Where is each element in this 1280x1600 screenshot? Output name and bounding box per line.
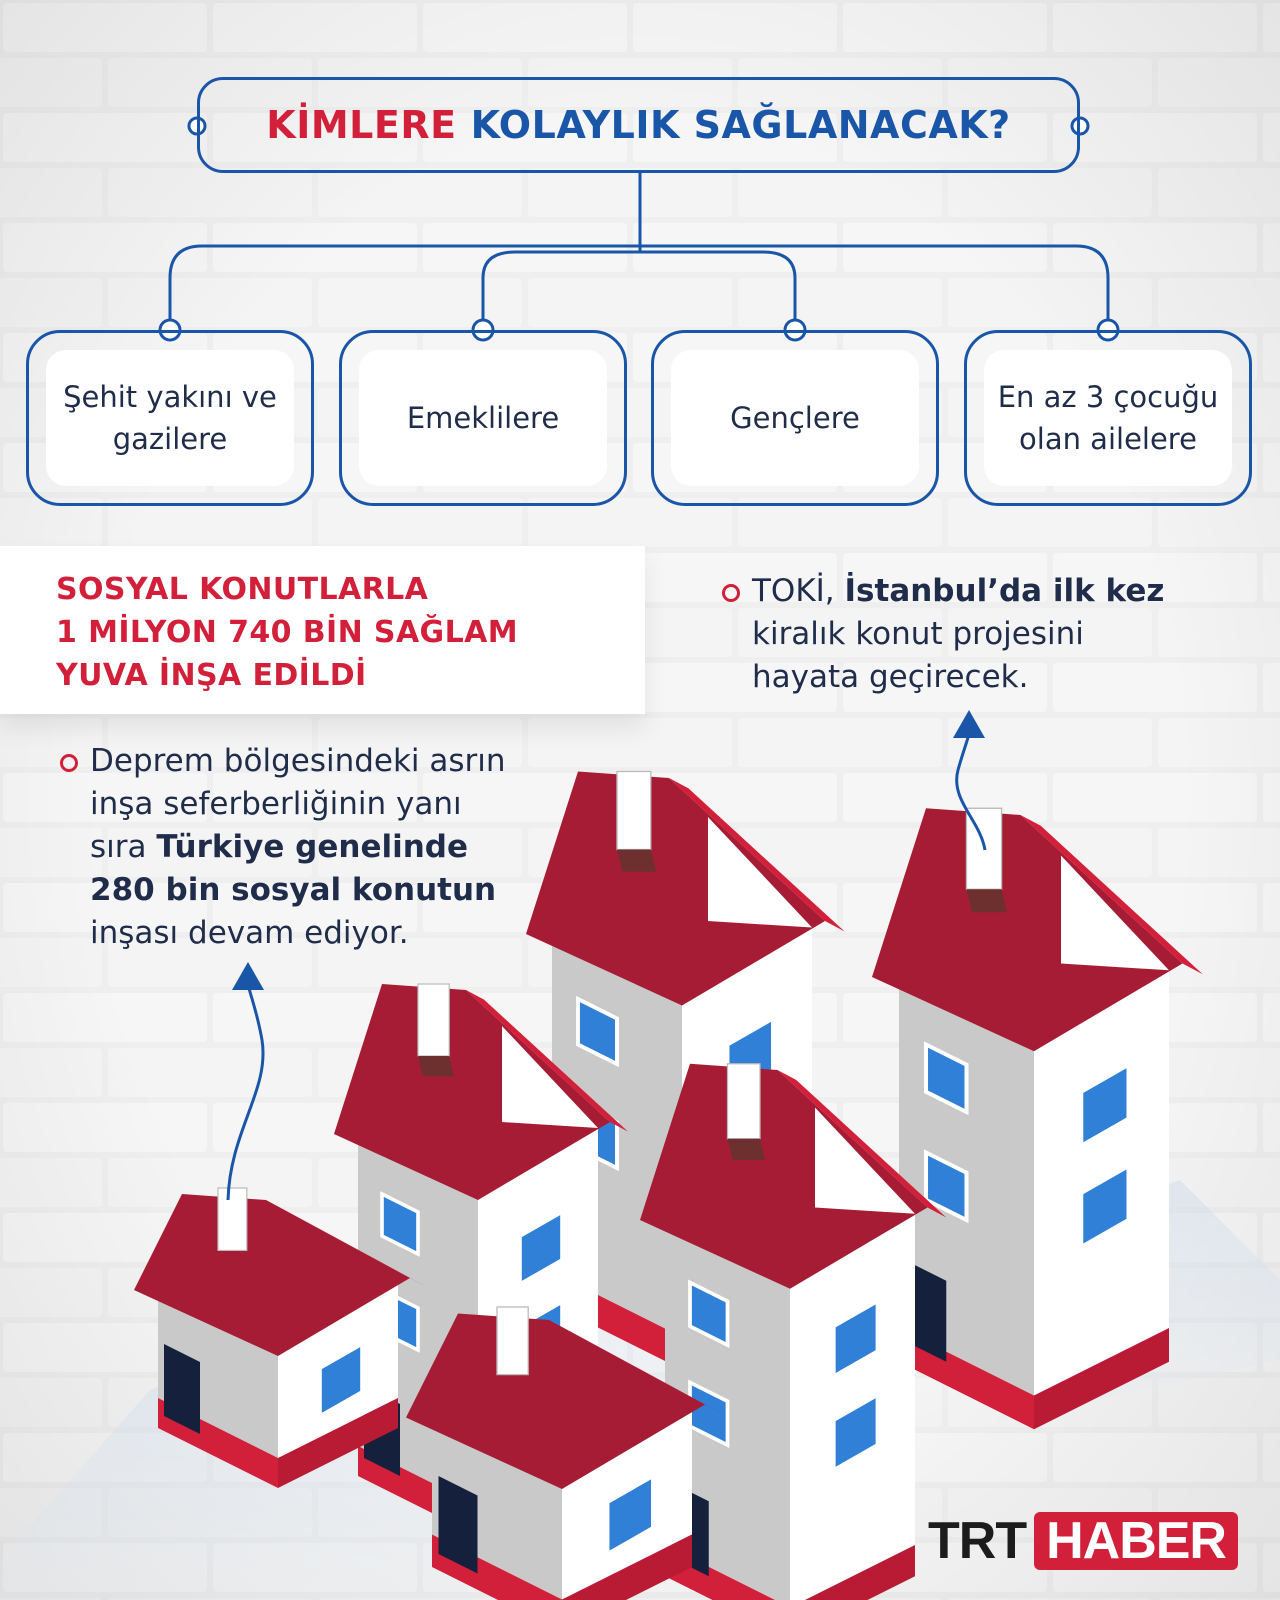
note-left-line3-bold: Türkiye genelinde [156, 829, 469, 865]
category-label-line1: Emeklilere [406, 401, 560, 435]
category-label-line2: olan ailelere [1019, 422, 1197, 456]
note-right-line1-pre: TOKİ, [752, 573, 845, 609]
house-right [872, 808, 1203, 1429]
bullet-icon [60, 754, 78, 772]
category-label-line1: En az 3 çocuğu [997, 380, 1219, 414]
headline-line-2: 1 MİLYON 740 BİN SAĞLAM [56, 615, 518, 650]
arrow-right-head [953, 710, 985, 738]
headline-line-3: YUVA İNŞA EDİLDİ [56, 658, 367, 693]
headline-line-1: SOSYAL KONUTLARLA [56, 572, 429, 607]
note-left-line3-pre: sıra [90, 829, 157, 865]
note-right-line1-bold: İstanbul’da ilk kez [844, 573, 1165, 609]
arrow-left [228, 975, 263, 1200]
category-label-line1: Şehit yakını ve [63, 380, 277, 414]
category-label-line2: gazilere [112, 422, 228, 456]
note-left [90, 740, 506, 955]
logo-haber-text: HABER [1034, 1512, 1238, 1570]
title-rest: KOLAYLIK SAĞLANACAK? [470, 103, 1011, 147]
note-left-line4-bold: 280 bin sosyal konutun [90, 872, 497, 908]
logo-trt-text: TRT [928, 1512, 1027, 1570]
note-left-line1: Deprem bölgesindeki asrın [90, 743, 506, 779]
note-left-line5: inşası devam ediyor. [90, 915, 409, 951]
title-highlight: KİMLERE [266, 103, 457, 147]
note-right-line3: hayata geçirecek. [752, 659, 1029, 695]
note-right [752, 570, 1164, 699]
note-left-line2: inşa seferberliğinin yanı [90, 786, 462, 822]
arrow-left-head [232, 962, 264, 990]
bullet-icon [722, 584, 740, 602]
note-right-line2: kiralık konut projesini [752, 616, 1084, 652]
category-label-line1: Gençlere [730, 401, 860, 435]
trt-haber-logo [928, 1512, 1250, 1570]
